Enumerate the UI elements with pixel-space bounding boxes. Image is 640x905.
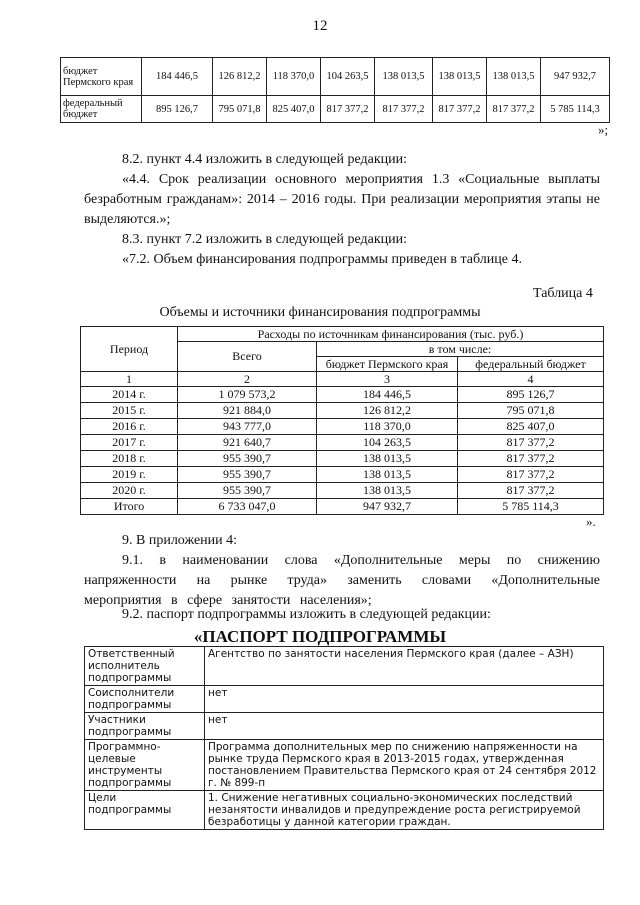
cell-regional: 118 370,0 bbox=[317, 419, 458, 435]
header-including: в том числе: bbox=[317, 342, 604, 357]
table-row bbox=[85, 791, 604, 830]
continuation-table bbox=[60, 57, 610, 123]
header-total: Всего bbox=[178, 342, 317, 372]
passport-value: Программа дополнительных мер по снижению напряженности на рынке труда Пермского края в 2013-2015 годах, утвержденная постановлением Правительства Пермского края от 24 сентября 2012 г. № 899-п bbox=[205, 740, 604, 791]
paragraph-9-1: 9.1. в наименовании слова «Дополнительные меры по снижению напряженности на рынке труда» заменить словами «Дополнительные мероприятия в сфере занятости населения»; bbox=[84, 553, 600, 608]
column-number: 4 bbox=[458, 372, 604, 387]
passport-value: нет bbox=[205, 713, 604, 740]
table-cell: 184 446,5 bbox=[142, 58, 213, 96]
table-cell: 817 377,2 bbox=[321, 96, 375, 123]
table-cell: 825 407,0 bbox=[267, 96, 321, 123]
passport-title: «ПАСПОРТ ПОДПРОГРАММЫ bbox=[193, 627, 447, 646]
table-row bbox=[61, 58, 610, 96]
table-number: Таблица 4 bbox=[533, 286, 593, 301]
cell-period: 2017 г. bbox=[81, 435, 178, 451]
table-cell: 138 013,5 bbox=[433, 58, 487, 96]
table-row bbox=[61, 96, 610, 123]
cell-total: 921 640,7 bbox=[178, 435, 317, 451]
row-label: бюджет Пермского края bbox=[61, 58, 142, 96]
passport-key: Соисполнители подпрограммы bbox=[85, 686, 205, 713]
passport-value: Агентство по занятости населения Пермского края (далее – АЗН) bbox=[205, 647, 604, 686]
header-regional: бюджет Пермского края bbox=[317, 357, 458, 372]
paragraph-4-4: «4.4. Срок реализации основного мероприятия 1.3 «Социальные выплаты безработным гражданам»: 2014 – 2016 годы. При реализации мероприятия этапы не выделяются.»; bbox=[84, 172, 600, 227]
cell-period: 2016 г. bbox=[81, 419, 178, 435]
table-row bbox=[81, 435, 604, 451]
column-numbers-row bbox=[81, 372, 604, 387]
table-cell: 795 071,8 bbox=[213, 96, 267, 123]
column-number: 2 bbox=[178, 372, 317, 387]
cell-total: 6 733 047,0 bbox=[178, 499, 317, 515]
cell-total: 955 390,7 bbox=[178, 467, 317, 483]
cell-federal: 817 377,2 bbox=[458, 483, 604, 499]
cell-federal: 817 377,2 bbox=[458, 451, 604, 467]
table-cell: 817 377,2 bbox=[375, 96, 433, 123]
table-cell: 118 370,0 bbox=[267, 58, 321, 96]
paragraph-9-2: 9.2. паспорт подпрограммы изложить в следующей редакции: bbox=[122, 607, 491, 622]
table-cell: 126 812,2 bbox=[213, 58, 267, 96]
table-cell: 817 377,2 bbox=[487, 96, 541, 123]
cell-federal: 5 785 114,3 bbox=[458, 499, 604, 515]
table-row bbox=[81, 403, 604, 419]
cell-regional: 947 932,7 bbox=[317, 499, 458, 515]
table-cell: 895 126,7 bbox=[142, 96, 213, 123]
passport-key: Ответственный исполнитель подпрограммы bbox=[85, 647, 205, 686]
cell-period: 2019 г. bbox=[81, 467, 178, 483]
paragraph-9: 9. В приложении 4: bbox=[122, 533, 238, 548]
paragraph-7-2: «7.2. Объем финансирования подпрограммы приведен в таблице 4. bbox=[122, 252, 522, 267]
cell-regional: 138 013,5 bbox=[317, 467, 458, 483]
paragraph-8-3: 8.3. пункт 7.2 изложить в следующей редакции: bbox=[122, 232, 407, 247]
cell-period: 2020 г. bbox=[81, 483, 178, 499]
table-cell: 5 785 114,3 bbox=[541, 96, 610, 123]
passport-value: 1. Снижение негативных социально-экономических последствий незанятости инвалидов и предупреждение роста регистрируемой безработицы у данной категории граждан. bbox=[205, 791, 604, 830]
row-label: федеральный бюджет bbox=[61, 96, 142, 123]
header-period: Период bbox=[81, 327, 178, 372]
cell-total: 921 884,0 bbox=[178, 403, 317, 419]
page-number: 12 bbox=[312, 18, 328, 34]
table-cell: 138 013,5 bbox=[487, 58, 541, 96]
table-cell: 104 263,5 bbox=[321, 58, 375, 96]
passport-key: Цели подпрограммы bbox=[85, 791, 205, 830]
table-cell: 817 377,2 bbox=[433, 96, 487, 123]
table-cell: 138 013,5 bbox=[375, 58, 433, 96]
cell-total: 1 079 573,2 bbox=[178, 387, 317, 403]
cell-regional: 138 013,5 bbox=[317, 451, 458, 467]
column-number: 1 bbox=[81, 372, 178, 387]
table-row bbox=[85, 740, 604, 791]
cell-total: 943 777,0 bbox=[178, 419, 317, 435]
cell-regional: 184 446,5 bbox=[317, 387, 458, 403]
cell-period: Итого bbox=[81, 499, 178, 515]
cell-total: 955 390,7 bbox=[178, 451, 317, 467]
cell-federal: 817 377,2 bbox=[458, 435, 604, 451]
passport-table bbox=[84, 646, 604, 830]
table-row bbox=[81, 451, 604, 467]
table-row bbox=[81, 387, 604, 403]
cell-regional: 126 812,2 bbox=[317, 403, 458, 419]
table-cell: 947 932,7 bbox=[541, 58, 610, 96]
cell-regional: 104 263,5 bbox=[317, 435, 458, 451]
cell-federal: 817 377,2 bbox=[458, 467, 604, 483]
quote-close: ». bbox=[586, 514, 596, 529]
column-number: 3 bbox=[317, 372, 458, 387]
table-row bbox=[85, 713, 604, 740]
paragraph-8-2: 8.2. пункт 4.4 изложить в следующей редакции: bbox=[122, 152, 407, 167]
passport-key: Участники подпрограммы bbox=[85, 713, 205, 740]
table-row bbox=[85, 686, 604, 713]
cell-period: 2018 г. bbox=[81, 451, 178, 467]
table-row bbox=[85, 647, 604, 686]
table-row bbox=[81, 483, 604, 499]
financing-table bbox=[80, 326, 604, 515]
cell-regional: 138 013,5 bbox=[317, 483, 458, 499]
table-caption: Объемы и источники финансирования подпрограммы bbox=[159, 305, 481, 320]
cell-total: 955 390,7 bbox=[178, 483, 317, 499]
header-expenses: Расходы по источникам финансирования (тыс. руб.) bbox=[178, 327, 604, 342]
cell-federal: 895 126,7 bbox=[458, 387, 604, 403]
cell-period: 2014 г. bbox=[81, 387, 178, 403]
header-federal: федеральный бюджет bbox=[458, 357, 604, 372]
passport-key: Программно-целевые инструменты подпрограммы bbox=[85, 740, 205, 791]
cell-period: 2015 г. bbox=[81, 403, 178, 419]
passport-value: нет bbox=[205, 686, 604, 713]
header-row bbox=[81, 327, 604, 342]
total-row bbox=[81, 499, 604, 515]
table-row bbox=[81, 419, 604, 435]
cell-federal: 795 071,8 bbox=[458, 403, 604, 419]
cell-federal: 825 407,0 bbox=[458, 419, 604, 435]
table-row bbox=[81, 467, 604, 483]
quote-close: »; bbox=[598, 122, 609, 137]
